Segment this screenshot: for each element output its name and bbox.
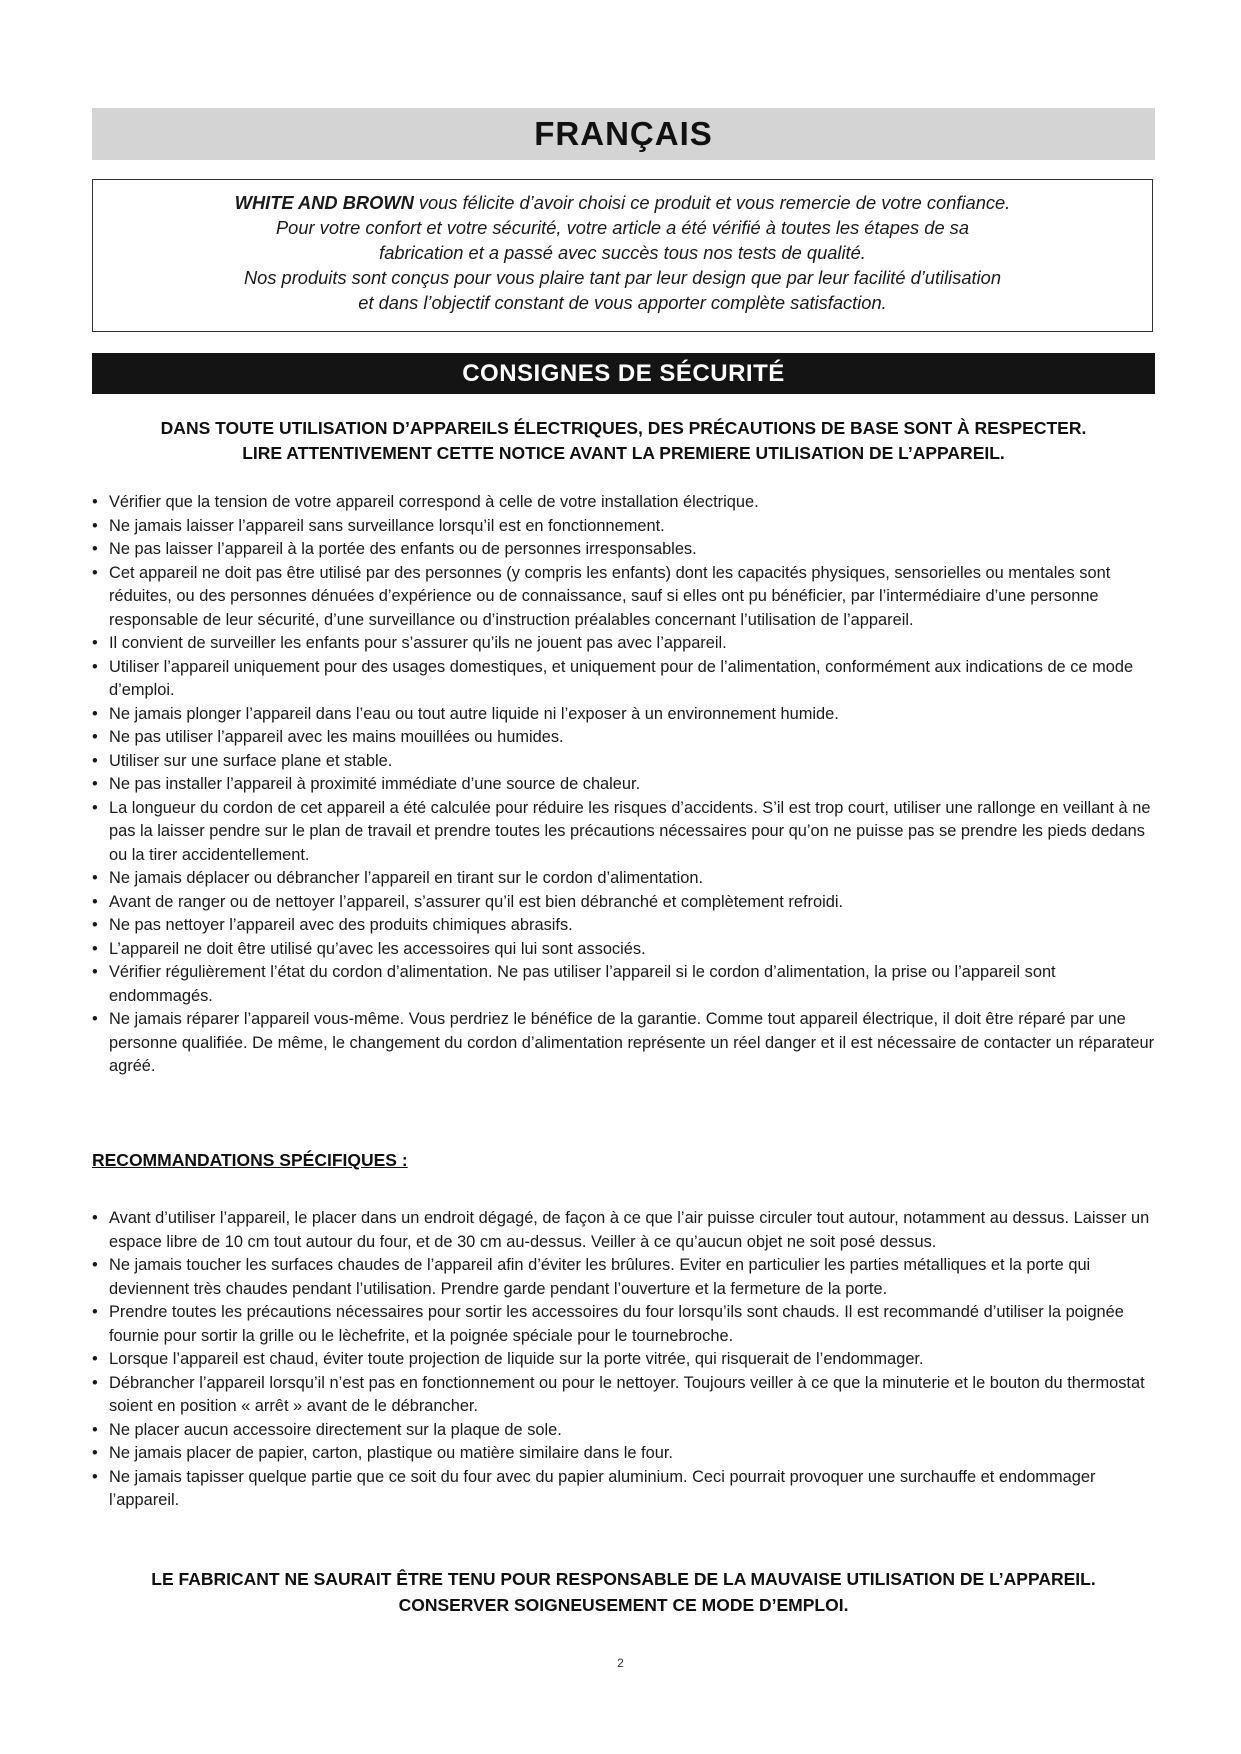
list-item: • Ne jamais déplacer ou débrancher l’appareil en tirant sur le cordon d’alimentation.: [92, 869, 704, 887]
language-title-bar: [92, 108, 1155, 160]
list-item: • Utiliser l’appareil uniquement pour des usages domestiques, et uniquement pour de l’alimentation, conformément aux indications de ce mode d’emploi.: [92, 657, 1134, 699]
list-item: • Ne pas nettoyer l’appareil avec des produits chimiques abrasifs.: [92, 916, 573, 934]
list-item: • Ne jamais laisser l’appareil sans surveillance lorsqu’il est en fonctionnement.: [92, 516, 665, 535]
list-item: • Ne jamais tapisser quelque partie que ce soit du four avec du papier aluminium. Ceci pourrait provoquer une surchauffe et endommager l’appareil.: [92, 1467, 1096, 1509]
list-item: • Débrancher l’appareil lorsqu’il n’est pas en fonctionnement ou pour le nettoyer. Toujours veiller à ce que la minuterie et le bouton du thermostat soient en position « arrêt » avant de le débrancher.: [92, 1373, 1145, 1415]
recommendations-bullet-list: [92, 1207, 1155, 1513]
list-item: • Avant d’utiliser l’appareil, le placer dans un endroit dégagé, de façon à ce que l’air puisse circuler tout autour, notamment au dessus. Laisser un espace libre de 10 cm tout autour du four, et de 30 cm au-dessus. Veiller à ce qu’aucun objet ne soit posé dessus.: [92, 1209, 1150, 1251]
list-item: • Ne jamais placer de papier, carton, plastique ou matière similaire dans le four.: [92, 1444, 673, 1462]
intro-line-5: et dans l’objectif constant de vous apporter complète satisfaction.: [358, 292, 887, 313]
intro-line-3: fabrication et a passé avec succès tous nos tests de qualité.: [379, 242, 866, 263]
intro-box: [92, 179, 1153, 332]
list-item: • La longueur du cordon de cet appareil a été calculée pour réduire les risques d’accidents. S’il est trop court, utiliser une rallonge en veillant à ne pas la laisser pendre sur le plan de travail et prendre toutes les précautions nécessaires pour qu’on ne puisse pas se prendre les pieds dedans ou la tirer accidentellement.: [92, 798, 1151, 864]
safety-warning: [92, 416, 1155, 466]
list-item: • Ne jamais toucher les surfaces chaudes de l’appareil afin d’éviter les brûlures. Eviter en particulier les parties métalliques et la porte qui deviennent très chaudes pendant l’utilisation. Prendre garde pendant l’ouverture et la fermeture de la porte.: [92, 1256, 1091, 1298]
safety-title: CONSIGNES DE SÉCURITÉ: [462, 360, 785, 387]
list-item: • Ne jamais réparer l’appareil vous-même. Vous perdriez le bénéfice de la garantie. Comme tout appareil électrique, il doit être réparé par une personne qualifiée. De même, le changement du cordon d’alimentation représente un réel danger et il est nécessaire de contacter un réparateur agréé.: [92, 1010, 1155, 1075]
intro-line-1: [93, 190, 1152, 215]
list-item: • Ne pas utiliser l’appareil avec les mains mouillées ou humides.: [92, 728, 564, 746]
safety-bullet-list: [92, 491, 1155, 1079]
footer-line-2: CONSERVER SOIGNEUSEMENT CE MODE D’EMPLOI.: [398, 1595, 849, 1615]
warning-line-1: DANS TOUTE UTILISATION D’APPAREILS ÉLECTRIQUES, DES PRÉCAUTIONS DE BASE SONT À RESPECTER.: [160, 418, 1087, 438]
page-title: FRANÇAIS: [534, 115, 713, 152]
list-item: • Ne pas laisser l’appareil à la portée des enfants ou de personnes irresponsables.: [92, 540, 697, 558]
list-item: • Vérifier régulièrement l’état du cordon d’alimentation. Ne pas utiliser l’appareil si le cordon d’alimentation, la prise ou l’appareil sont endommagés.: [92, 963, 1056, 1005]
intro-line-1-text: vous félicite d’avoir choisi ce produit et vous remercie de votre confiance.: [413, 192, 1011, 213]
list-item: • Utiliser sur une surface plane et stable.: [92, 751, 393, 770]
recommendations-heading: RECOMMANDATIONS SPÉCIFIQUES :: [92, 1150, 408, 1170]
brand-name: WHITE AND BROWN: [234, 192, 414, 213]
intro-line-4: Nos produits sont conçus pour vous plaire tant par leur design que par leur facilité d’utilisation: [243, 267, 1002, 288]
intro-line-2: Pour votre confort et votre sécurité, votre article a été vérifié à toutes les étapes de sa: [275, 217, 969, 238]
warning-line-2: LIRE ATTENTIVEMENT CETTE NOTICE AVANT LA PREMIERE UTILISATION DE L’APPAREIL.: [242, 443, 1005, 463]
list-item: • Vérifier que la tension de votre appareil correspond à celle de votre installation électrique.: [92, 493, 759, 511]
list-item: • L’appareil ne doit être utilisé qu’avec les accessoires qui lui sont associés.: [92, 939, 646, 958]
list-item: • Lorsque l’appareil est chaud, éviter toute projection de liquide sur la porte vitrée, qui risquerait de l’endommager.: [92, 1350, 924, 1368]
footer-line-1: LE FABRICANT NE SAURAIT ÊTRE TENU POUR RESPONSABLE DE LA MAUVAISE UTILISATION DE L’APPAREIL.: [151, 1569, 1096, 1589]
page-number: 2: [617, 1656, 624, 1670]
safety-section-bar: [92, 353, 1155, 394]
list-item: • Ne placer aucun accessoire directement sur la plaque de sole.: [92, 1420, 562, 1439]
list-item: • Cet appareil ne doit pas être utilisé par des personnes (y compris les enfants) dont les capacités physiques, sensorielles ou mentales sont réduites, ou des personnes dénuées d’expérience ou de connaissance, sauf si elles ont pu bénéficier, par l’intermédiaire d’une personne responsable de leur sécurité, d’une surveillance ou d’instruction préalables concernant l’utilisation de l’appareil.: [92, 563, 1111, 629]
list-item: • Avant de ranger ou de nettoyer l’appareil, s’assurer qu’il est bien débranché et complètement refroidi.: [92, 892, 844, 911]
list-item: • Il convient de surveiller les enfants pour s’assurer qu’ils ne jouent pas avec l’appareil.: [92, 634, 727, 652]
footer-warning: [92, 1566, 1155, 1618]
list-item: • Ne jamais plonger l’appareil dans l’eau ou tout autre liquide ni l’exposer à un environnement humide.: [92, 704, 839, 723]
list-item: • Prendre toutes les précautions nécessaires pour sortir les accessoires du four lorsqu’ils sont chauds. Il est recommandé d’utiliser la poignée fournie pour sortir la grille ou le lèchefrite, et la poignée spéciale pour le tournebroche.: [92, 1303, 1124, 1345]
list-item: • Ne pas installer l’appareil à proximité immédiate d’une source de chaleur.: [92, 775, 641, 793]
